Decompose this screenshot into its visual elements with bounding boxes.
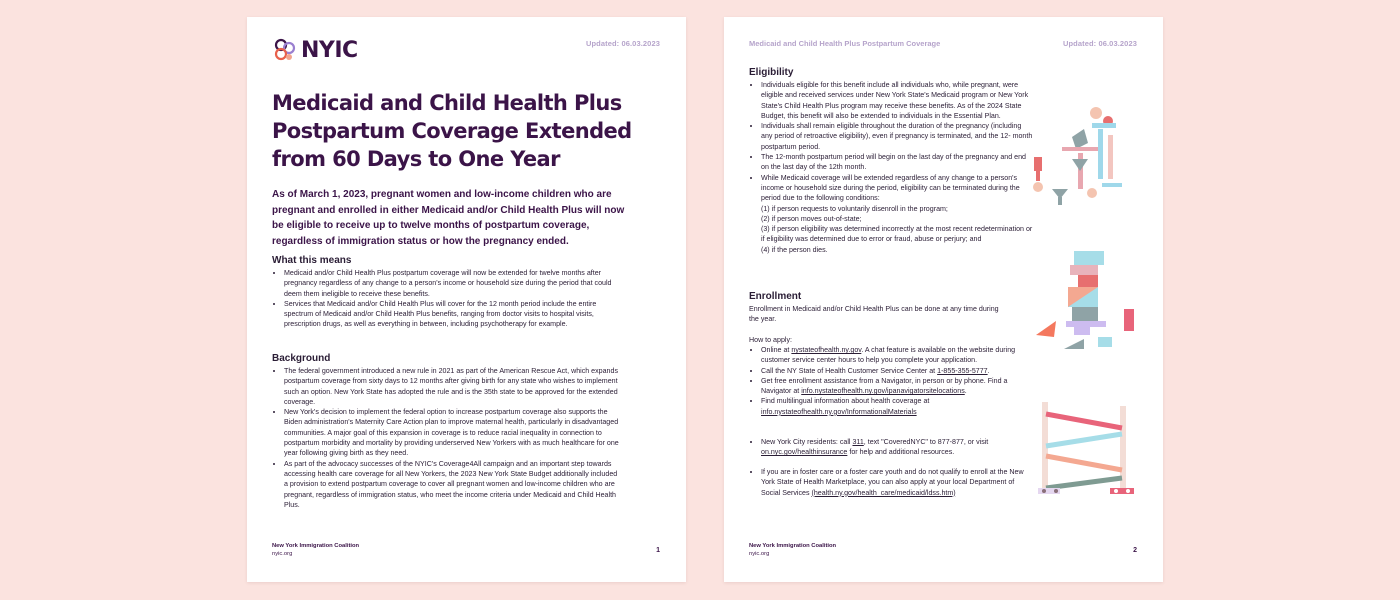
document-page-1: [247, 17, 686, 582]
nyc-residents-list: [749, 437, 1033, 458]
updated-date: Updated: 06.03.2023: [585, 39, 660, 48]
page-number: 1: [656, 547, 660, 554]
marble-run-illustration: [1036, 400, 1136, 500]
background-list: [272, 366, 622, 510]
updated-date: Updated: 06.03.2023: [1062, 39, 1137, 48]
nyc-healthinsurance-link[interactable]: on.nyc.gov/healthinsurance: [761, 448, 848, 457]
section-heading-eligibility: Eligibility: [749, 67, 794, 78]
phone-link[interactable]: 1-855-355-5777: [937, 366, 988, 375]
intro-paragraph: As of March 1, 2023, pregnant women and low-income children who are pregnant and enrolled in either Medicaid and/or Child Health Plus will now be eligible to receive up to twelve months of postpartum coverage, regardless of immigration status or how the pregnancy ended.: [272, 189, 625, 247]
eligibility-list: [749, 80, 1033, 255]
list-item: • New York's decision to implement the federal option to increase postpartum coverage also supports the Biden administration's Maternity Care Action plan to improve maternal health, particularly in disadvantaged communities. A major goal of this expansion in coverage is to reduce racial inequality in connection to postpartum morbidity and mortality by providing underserved New Yorkers with as much healthcare for one year following giving birth as they need.: [284, 407, 622, 458]
section-heading-background: Background: [272, 353, 331, 364]
stacked-blocks-illustration: [1034, 249, 1144, 369]
navigator-locations-link[interactable]: info.nystateofhealth.ny.gov/ipanavigatorsitelocations: [801, 387, 965, 396]
nyc-text-end: for help and additional resources.: [847, 448, 955, 457]
list-item: • Individuals eligible for this benefit include all individuals who, while pregnant, were eligible and received services under New York State's Medicaid program or New York State's Child Health Plus program may receive these benefits. As of the 2024 State Budget, this benefit will also be extended to individuals in the Essential Plan.: [761, 80, 1033, 121]
list-item: [761, 467, 1033, 498]
list-item: [761, 366, 1033, 376]
informational-materials-link[interactable]: info.nystateofhealth.ny.gov/InformationalMaterials: [761, 407, 917, 416]
footer-organization: New York Immigration Coalition: [272, 543, 360, 549]
apply-online-text-end: . A chat feature is available on the website during customer service center hours to help you complete your application.: [761, 346, 1016, 365]
condition-item: (3) if person eligibility was determined incorrectly at the most recent redetermination or if eligibility was determined due to error or fraud, abuse or perjury; and: [761, 225, 1033, 244]
list-item: [761, 345, 1033, 366]
list-item: [761, 437, 1033, 458]
list-item: • Services that Medicaid and/or Child Health Plus will cover for the 12 month period include the entire spectrum of Medicaid and/or Child Health Plus benefits, ranging from doctor visits to hospital visits, prescription drugs, as well as everything in between, including psychotherapy for example.: [284, 299, 614, 330]
apply-navigator-text: Get free enrollment assistance from a Navigator, in person or by phone. Find a Navigator at: [761, 376, 1008, 396]
list-item: [761, 396, 1033, 417]
eligibility-conditions-intro: While Medicaid coverage will be extended regardless of any change to a person's income or household size during the period, eligibility can be terminated during the period due to the following conditions:: [761, 173, 1020, 203]
how-to-apply-label: How to apply:: [749, 336, 792, 344]
running-header: Medicaid and Child Health Plus Postpartum Coverage: [749, 39, 941, 48]
list-item: • The 12-month postpartum period will begin on the last day of the pregnancy and end on the last day of the 12th month.: [761, 152, 1033, 173]
apply-call-text-end: .: [987, 366, 990, 375]
list-item: • The federal government introduced a new rule in 2021 as part of the American Rescue Act, which expands postpartum coverage from sixty days to 12 months after giving birth for any state who wishes to implement such an option. New York State has adopted the rule and is the 35th state to be approved for the extended coverage.: [284, 366, 622, 407]
footer-organization: New York Immigration Coalition: [749, 543, 837, 549]
document-title: Medicaid and Child Health Plus Postpartum Coverage Extended from 60 Days to One Year: [272, 91, 632, 171]
list-item: • Medicaid and/or Child Health Plus postpartum coverage will now be extended for twelve months after pregnancy regardless of any change to a person's income or household size during the period that could deem them ineligible to receive these benefits.: [284, 268, 614, 299]
section-heading-what-this-means: What this means: [272, 255, 352, 266]
footer-url[interactable]: nyic.org: [749, 551, 770, 557]
nyic-logo-icon: [272, 37, 298, 63]
foster-care-list: [749, 467, 1033, 498]
section-heading-enrollment: Enrollment: [749, 291, 802, 302]
list-item: [761, 376, 1033, 397]
list-item: [761, 173, 1033, 255]
nyc-text: New York City residents: call: [761, 438, 853, 446]
apply-navigator-text-end: .: [964, 387, 967, 396]
list-item: • Individuals shall remain eligible throughout the duration of the pregnancy (including any period of retroactive eligibility), even if pregnancy is terminated, and the 12- month postpartum period.: [761, 121, 1033, 152]
nystateofhealth-link[interactable]: nystateofhealth.ny.gov: [791, 346, 862, 354]
condition-item: (1) if person requests to voluntarily disenroll in the program;: [761, 204, 948, 213]
apply-online-text: Online at: [761, 346, 792, 354]
condition-item: (2) if person moves out-of-state;: [761, 214, 862, 223]
ldss-link[interactable]: (health.ny.gov/health_care/medicaid/ldss.htm): [811, 488, 956, 497]
logo-text: NYIC: [301, 37, 358, 63]
condition-item: (4) if the person dies.: [761, 245, 828, 254]
enrollment-text: Enrollment in Medicaid and/or Child Health Plus can be done at any time during the year.: [749, 305, 999, 324]
balancing-toys-illustration: [1032, 99, 1132, 209]
call-311-link[interactable]: 311: [852, 438, 864, 446]
nyc-text-mid: , text "CoveredNYC" to 877-877, or visit: [863, 438, 989, 446]
page-number: 2: [1133, 547, 1137, 554]
list-item: • As part of the advocacy successes of the NYIC's Coverage4All campaign and an important step towards accessing health care coverage for all New Yorkers, the 2023 New York State Budget additionally included a provision to extend postpartum coverage to cover all pregnant women and low-income children who are pregnant, regardless of immigration status, who meet the income criteria under Medicaid and Child Health Plus.: [284, 459, 622, 510]
document-page-2: [724, 17, 1163, 582]
apply-call-text: Call the NY State of Health Customer Service Center at: [761, 366, 938, 375]
nyic-logo: [272, 37, 358, 63]
apply-multilingual-text: Find multilingual information about health coverage at: [761, 397, 930, 406]
footer-url[interactable]: nyic.org: [272, 551, 293, 557]
what-this-means-list: [272, 268, 614, 330]
how-to-apply-list: [749, 345, 1033, 417]
foster-care-text: If you are in foster care or a foster care youth and do not qualify to enroll at the New York State of Health Marketplace, you can also apply at your local Department of Social Services: [761, 468, 1024, 497]
